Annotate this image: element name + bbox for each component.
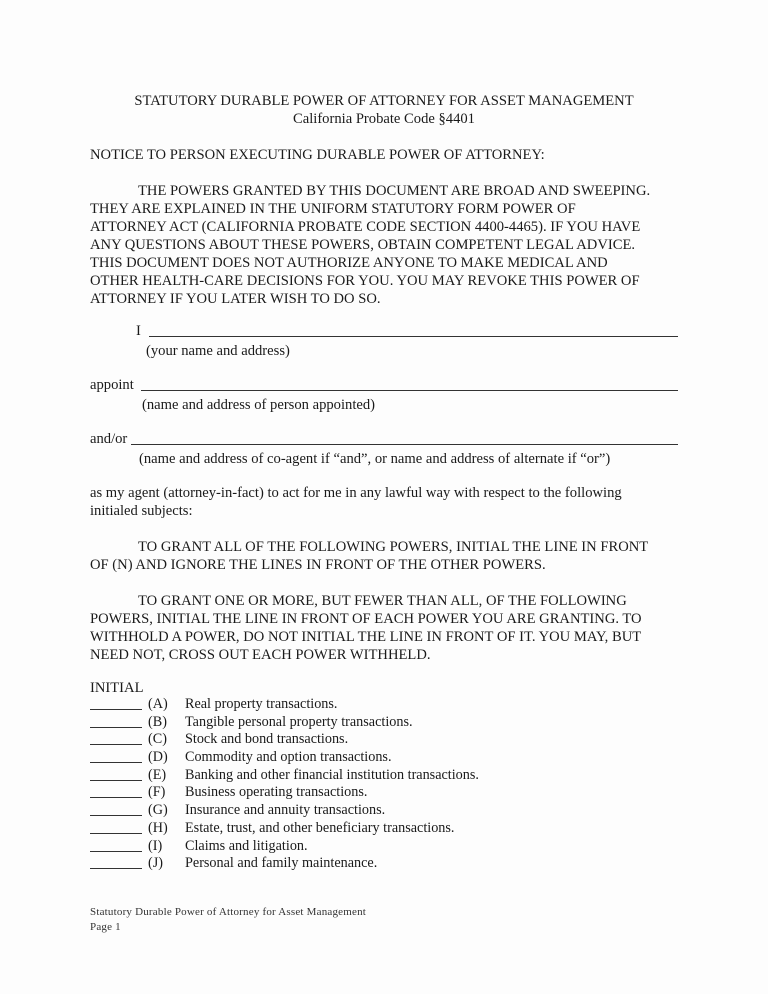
power-item xyxy=(90,855,479,873)
power-letter: (I) xyxy=(148,837,163,854)
coagent-label: and/or xyxy=(90,431,128,447)
power-item xyxy=(90,820,479,838)
power-item xyxy=(90,731,479,749)
coagent-field-row xyxy=(90,430,678,448)
power-text: Stock and bond transactions. xyxy=(185,731,349,748)
power-letter: (J) xyxy=(148,855,163,872)
power-text: Real property transactions. xyxy=(185,696,338,712)
power-item xyxy=(90,802,479,820)
power-letter: (E) xyxy=(148,766,167,783)
initial-input[interactable] xyxy=(90,714,142,728)
coagent-name-input[interactable] xyxy=(131,444,678,445)
initial-input[interactable] xyxy=(90,802,142,816)
power-text: Estate, trust, and other beneficiary transactions. xyxy=(185,819,455,836)
initial-input[interactable] xyxy=(90,767,142,781)
principal-label: I xyxy=(136,323,141,339)
agent-label: appoint xyxy=(90,377,134,393)
power-letter: (C) xyxy=(148,731,167,748)
initial-input[interactable] xyxy=(90,820,142,834)
powers-list xyxy=(90,696,479,873)
initial-input[interactable] xyxy=(90,784,142,798)
notice-line: ATTORNEY ACT (CALIFORNIA PROBATE CODE SECTION 4400-4465). IF YOU HAVE xyxy=(90,219,641,235)
power-letter: (H) xyxy=(148,819,168,836)
initial-input[interactable] xyxy=(90,696,142,710)
notice-line: THEY ARE EXPLAINED IN THE UNIFORM STATUTORY FORM POWER OF xyxy=(90,201,576,217)
initial-heading: INITIAL xyxy=(90,680,144,696)
instruction-line: WITHHOLD A POWER, DO NOT INITIAL THE LINE IN FRONT OF IT. YOU MAY, BUT xyxy=(90,629,642,645)
document-title: STATUTORY DURABLE POWER OF ATTORNEY FOR ASSET MANAGEMENT xyxy=(134,93,634,109)
instruction-line: NEED NOT, CROSS OUT EACH POWER WITHHELD. xyxy=(90,647,431,663)
principal-name-input[interactable] xyxy=(149,336,678,337)
power-letter: (B) xyxy=(148,713,167,730)
notice-line: ATTORNEY IF YOU LATER WISH TO DO SO. xyxy=(90,291,381,307)
notice-line: THE POWERS GRANTED BY THIS DOCUMENT ARE BROAD AND SWEEPING. xyxy=(138,183,651,199)
power-item xyxy=(90,749,479,767)
power-item xyxy=(90,784,479,802)
document-subtitle: California Probate Code §4401 xyxy=(293,111,475,127)
agent-field-row xyxy=(90,376,678,394)
power-letter: (F) xyxy=(148,784,166,801)
coagent-caption: (name and address of co-agent if “and”, or name and address of alternate if “or”) xyxy=(139,451,611,467)
power-item xyxy=(90,696,479,714)
instruction-line: POWERS, INITIAL THE LINE IN FRONT OF EACH POWER YOU ARE GRANTING. TO xyxy=(90,611,642,627)
agent-statement xyxy=(90,484,690,520)
page-footer xyxy=(90,905,366,935)
power-text: Commodity and option transactions. xyxy=(185,749,392,766)
notice-line: ANY QUESTIONS ABOUT THESE POWERS, OBTAIN COMPETENT LEGAL ADVICE. xyxy=(90,237,636,253)
initial-input[interactable] xyxy=(90,855,142,869)
agent-caption: (name and address of person appointed) xyxy=(142,397,376,413)
power-letter: (A) xyxy=(148,696,168,712)
notice-line: OTHER HEALTH-CARE DECISIONS FOR YOU. YOU MAY REVOKE THIS POWER OF xyxy=(90,273,640,289)
instruction-line: TO GRANT ONE OR MORE, BUT FEWER THAN ALL, OF THE FOLLOWING xyxy=(138,593,627,609)
power-text: Claims and litigation. xyxy=(185,837,308,854)
power-text: Business operating transactions. xyxy=(185,784,368,801)
instruction-line: TO GRANT ALL OF THE FOLLOWING POWERS, INITIAL THE LINE IN FRONT xyxy=(138,539,649,555)
power-item xyxy=(90,767,479,785)
notice-paragraph xyxy=(90,182,690,308)
power-letter: (D) xyxy=(148,749,168,766)
initial-input[interactable] xyxy=(90,749,142,763)
agent-name-input[interactable] xyxy=(141,390,678,391)
footer-page-number: Page 1 xyxy=(90,921,121,933)
statement-line: as my agent (attorney-in-fact) to act for me in any lawful way with respect to the following xyxy=(90,485,622,501)
statement-line: initialed subjects: xyxy=(90,503,193,519)
principal-caption: (your name and address) xyxy=(146,343,290,359)
notice-line: THIS DOCUMENT DOES NOT AUTHORIZE ANYONE TO MAKE MEDICAL AND xyxy=(90,255,608,271)
notice-heading: NOTICE TO PERSON EXECUTING DURABLE POWER OF ATTORNEY: xyxy=(90,147,545,163)
power-item xyxy=(90,714,479,732)
instruction-line: OF (N) AND IGNORE THE LINES IN FRONT OF THE OTHER POWERS. xyxy=(90,557,546,573)
power-text: Personal and family maintenance. xyxy=(185,855,378,872)
power-letter: (G) xyxy=(148,802,168,819)
power-item xyxy=(90,838,479,856)
initial-input[interactable] xyxy=(90,731,142,745)
principal-field-row xyxy=(136,322,678,340)
grant-all-instructions xyxy=(90,538,690,574)
initial-input[interactable] xyxy=(90,838,142,852)
grant-some-instructions xyxy=(90,592,690,664)
power-text: Banking and other financial institution transactions. xyxy=(185,766,479,783)
power-text: Tangible personal property transactions. xyxy=(185,713,413,730)
footer-title: Statutory Durable Power of Attorney for Asset Management xyxy=(90,906,367,918)
power-text: Insurance and annuity transactions. xyxy=(185,802,386,819)
